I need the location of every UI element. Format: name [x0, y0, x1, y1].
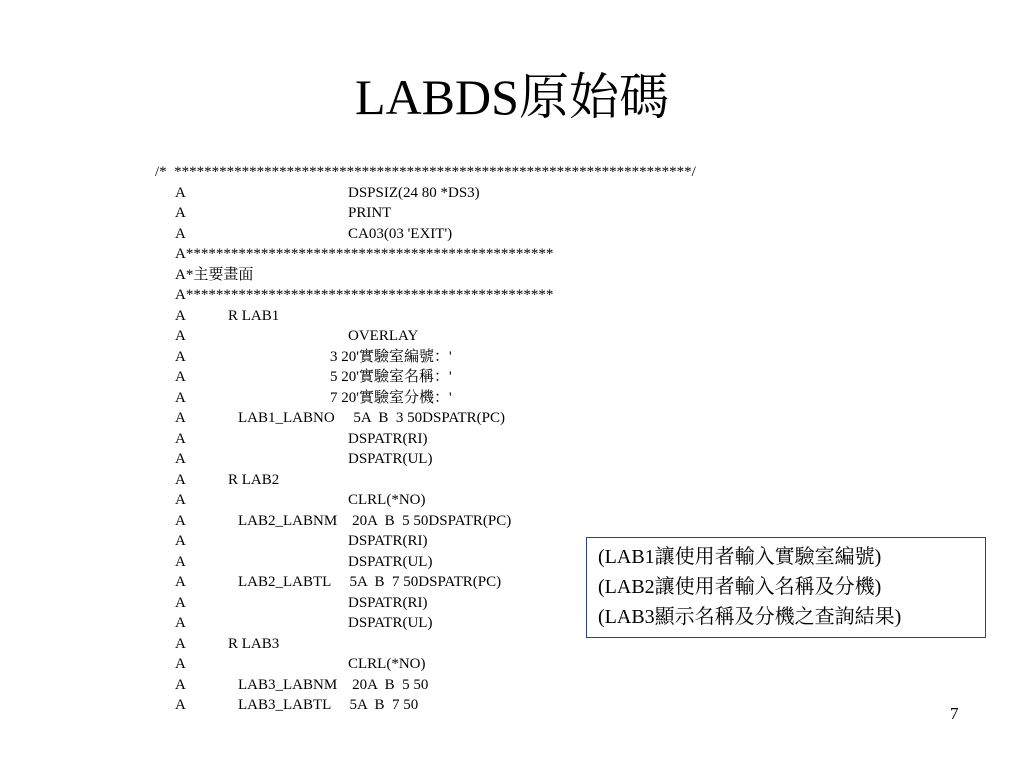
code-spec-type: A [175, 451, 186, 467]
code-spec-type: A************************************************* [175, 287, 554, 303]
code-line [0, 490, 800, 511]
code-spec-type: A [175, 697, 186, 713]
code-keyword: DSPATR(RI) [348, 594, 428, 611]
code-line [0, 203, 800, 224]
code-constant: 5 20'實驗室名稱：' [330, 369, 452, 385]
code-record-name: R LAB2 [228, 471, 280, 488]
code-line [0, 285, 800, 306]
code-keyword: CLRL(*NO) [348, 656, 426, 672]
code-line [0, 367, 800, 388]
code-line [0, 388, 800, 409]
slide-title: LABDS原始碼 [355, 69, 669, 125]
code-line [0, 675, 800, 696]
code-field-def: LAB3_LABNM 20A B 5 50 [238, 676, 429, 693]
code-spec-type: A [175, 205, 186, 221]
code-keyword: CA03(03 'EXIT') [348, 225, 453, 242]
annotation-line: (LAB1讓使用者輸入實驗室編號) [598, 546, 882, 568]
code-spec-type: A [175, 348, 186, 365]
code-spec-type: A [175, 225, 186, 242]
code-spec-type: A [175, 635, 186, 652]
code-keyword: PRINT [348, 205, 392, 221]
code-line [0, 449, 800, 470]
code-spec-type: A [175, 594, 186, 611]
code-spec-type: A [175, 184, 186, 201]
code-spec-type: A [175, 676, 186, 693]
code-spec-type: A*主要畫面 [175, 266, 254, 283]
code-keyword: DSPSIZ(24 80 *DS3) [348, 184, 480, 201]
code-line [0, 244, 800, 265]
code-spec-type: A [175, 553, 186, 570]
code-keyword: OVERLAY [348, 328, 419, 344]
annotation-line: (LAB3顯示名稱及分機之查詢結果) [598, 606, 902, 628]
code-spec-type: A [175, 307, 186, 324]
code-line [0, 224, 800, 245]
code-field-def: LAB3_LABTL 5A B 7 50 [238, 697, 419, 713]
code-spec-type: A [175, 328, 186, 344]
code-line [0, 470, 800, 491]
code-spec-type: A [175, 512, 186, 529]
code-spec-type: A [175, 656, 186, 672]
code-comment: /* *********************************************************************/ [155, 164, 696, 180]
code-spec-type: A [175, 410, 186, 426]
code-keyword: CLRL(*NO) [348, 492, 426, 508]
code-keyword: DSPATR(UL) [348, 553, 433, 570]
code-line [0, 347, 800, 368]
code-spec-type: A [175, 389, 186, 406]
code-line [0, 265, 800, 286]
code-keyword: DSPATR(UL) [348, 615, 433, 631]
code-spec-type: A [175, 574, 186, 590]
annotation-box [586, 537, 986, 638]
code-line [0, 183, 800, 204]
code-spec-type: A [175, 430, 186, 447]
code-constant: 7 20'實驗室分機：' [330, 389, 452, 406]
code-line [0, 326, 800, 347]
code-spec-type: A [175, 471, 186, 488]
code-line [0, 511, 800, 532]
annotation-line: (LAB2讓使用者輸入名稱及分機) [598, 576, 882, 598]
page-number: 7 [950, 704, 959, 723]
code-constant: 3 20'實驗室編號：' [330, 348, 452, 365]
code-line [0, 654, 800, 675]
code-field-def: LAB2_LABTL 5A B 7 50DSPATR(PC) [238, 574, 502, 590]
code-line [0, 695, 800, 716]
code-field-def: LAB1_LABNO 5A B 3 50DSPATR(PC) [238, 410, 505, 426]
code-line [0, 306, 800, 327]
code-spec-type: A [175, 369, 186, 385]
code-keyword: DSPATR(RI) [348, 533, 428, 549]
code-spec-type: A [175, 492, 186, 508]
code-spec-type: A [175, 533, 186, 549]
code-comment-line [0, 162, 800, 183]
code-spec-type: A [175, 615, 186, 631]
code-line [0, 429, 800, 450]
code-keyword: DSPATR(UL) [348, 451, 433, 467]
code-field-def: LAB2_LABNM 20A B 5 50DSPATR(PC) [238, 512, 512, 529]
code-keyword: DSPATR(RI) [348, 430, 428, 447]
code-spec-type: A************************************************* [175, 246, 554, 262]
code-record-name: R LAB1 [228, 307, 280, 324]
code-line [0, 408, 800, 429]
code-record-name: R LAB3 [228, 635, 280, 652]
